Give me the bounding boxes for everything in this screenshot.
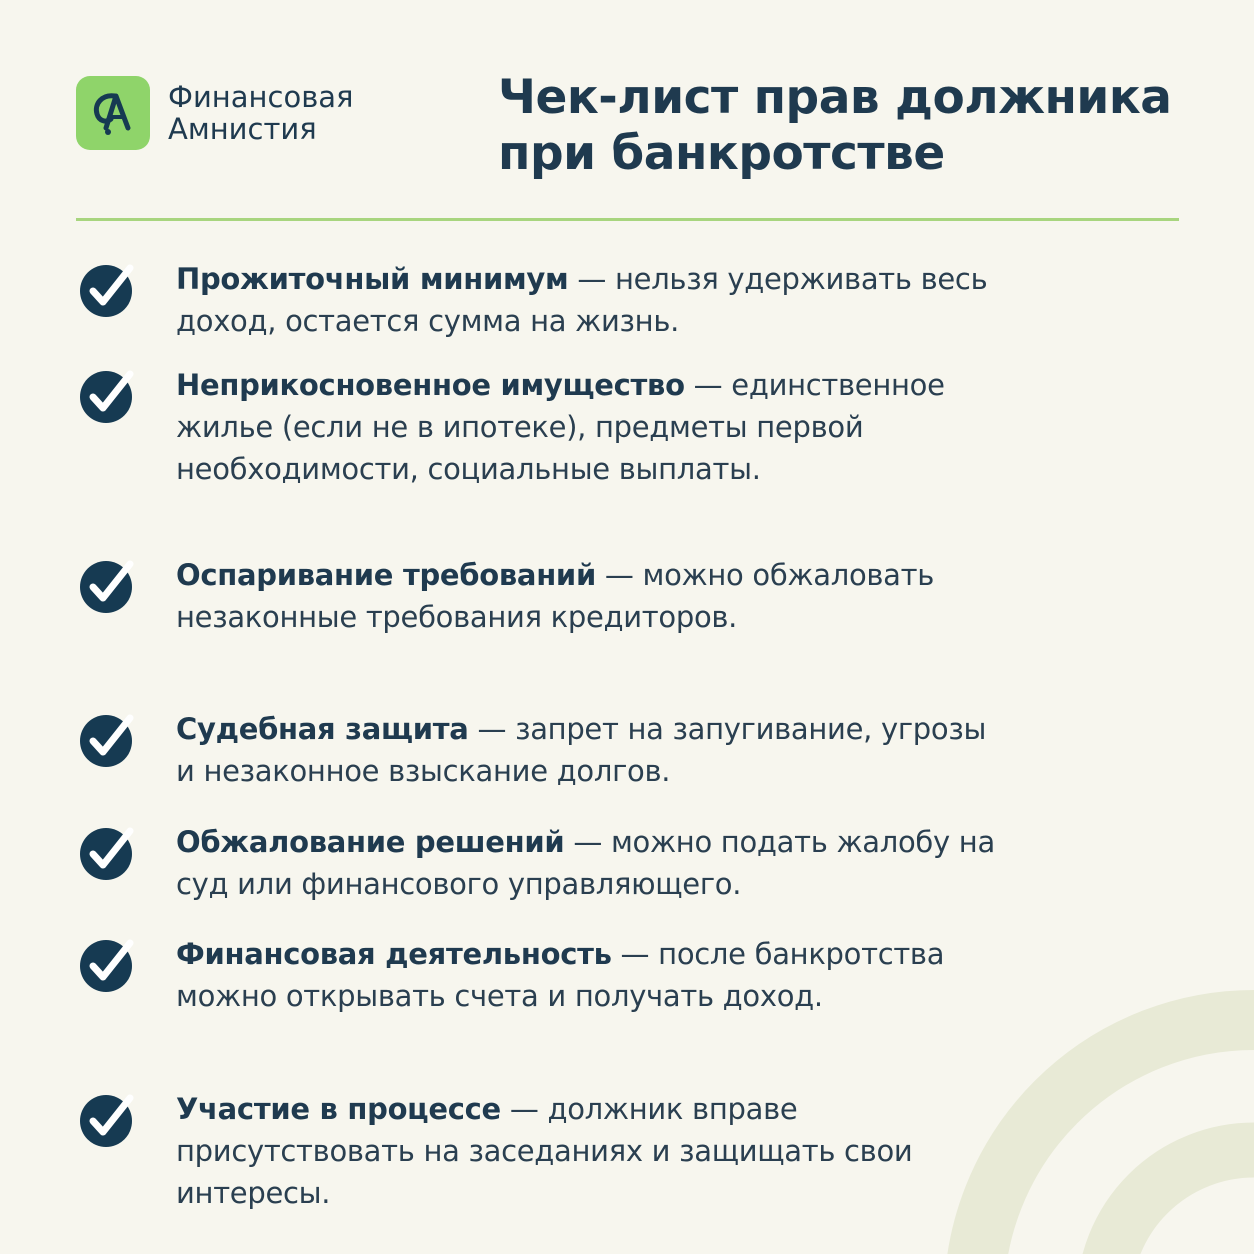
list-item-term: Оспаривание требований — [176, 558, 596, 592]
check-circle-icon — [78, 366, 138, 426]
list-item-text — [176, 708, 996, 792]
list-item-term: Обжалование решений — [176, 825, 565, 859]
page-title-line1: Чек-лист прав должника — [498, 70, 1172, 125]
list-item-text — [176, 364, 996, 490]
list-item-term: Прожиточный минимум — [176, 262, 569, 296]
list-item-text — [176, 258, 996, 342]
list-item-desc: — можно подать жалобу на суд или финансового управляющего. — [176, 825, 995, 901]
page-title — [498, 70, 1218, 182]
list-item-term: Финансовая деятельность — [176, 937, 612, 971]
check-circle-icon — [78, 260, 138, 320]
page-title-line2: при банкротстве — [498, 126, 945, 181]
check-circle-icon — [78, 556, 138, 616]
list-item-desc: — нельзя удерживать весь доход, остается сумма на жизнь. — [176, 262, 988, 338]
list-item-term: Судебная защита — [176, 712, 469, 746]
brand-logo — [76, 76, 354, 150]
list-item-term: Участие в процессе — [176, 1092, 501, 1126]
list-item-text — [176, 554, 996, 638]
list-item-text — [176, 821, 996, 905]
list-item-desc: — запрет на запугивание, угрозы и незаконное взыскание долгов. — [176, 712, 987, 788]
check-circle-icon — [78, 710, 138, 770]
fa-logo-icon — [76, 76, 150, 150]
list-item-desc: — единственное жилье (если не в ипотеке), предметы первой необходимости, социальные выплаты. — [176, 368, 945, 486]
list-item-term: Неприкосновенное имущество — [176, 368, 685, 402]
list-item-text — [176, 933, 996, 1017]
check-circle-icon — [78, 823, 138, 883]
brand-name — [168, 81, 354, 145]
check-circle-icon — [78, 1090, 138, 1150]
brand-name-line1: Финансовая — [168, 80, 354, 114]
brand-name-line2: Амнистия — [168, 112, 317, 146]
list-item-desc: — должник вправе присутствовать на заседаниях и защищать свои интересы. — [176, 1092, 913, 1210]
header-divider — [76, 218, 1179, 221]
check-circle-icon — [78, 935, 138, 995]
list-item-desc: — после банкротства можно открывать счета и получать доход. — [176, 937, 945, 1013]
list-item-desc: — можно обжаловать незаконные требования кредиторов. — [176, 558, 935, 634]
list-item-text — [176, 1088, 996, 1214]
